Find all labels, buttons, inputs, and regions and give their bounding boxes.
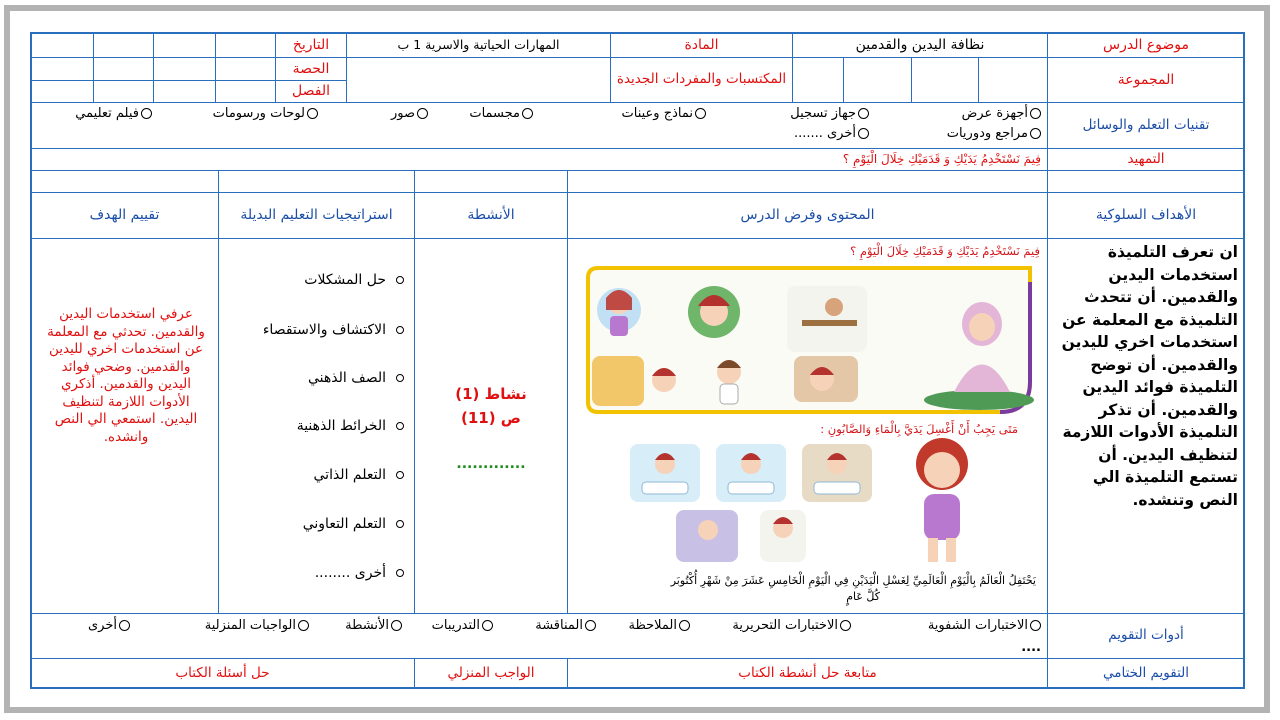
tools-option-label: أجهزة عرض: [961, 106, 1028, 121]
assessment-option[interactable]: [205, 618, 309, 633]
radio-circle-icon: [585, 620, 596, 631]
bullet-circle-icon: [396, 326, 404, 334]
assessment-option-label: الملاحظة: [628, 618, 677, 633]
tools-option-label: صور: [390, 106, 415, 121]
class-cell-2[interactable]: [153, 80, 216, 103]
tools-option-projector[interactable]: [962, 106, 1041, 121]
radio-circle-icon: [417, 108, 428, 119]
strategy-label: حل المشكلات: [304, 272, 386, 288]
assessment-option[interactable]: [535, 618, 596, 633]
bullet-circle-icon: [396, 520, 404, 528]
assessment-option[interactable]: [628, 618, 690, 633]
radio-circle-icon: [119, 620, 130, 631]
bullet-circle-icon: [396, 422, 404, 430]
bullet-circle-icon: [396, 374, 404, 382]
period-cell-3[interactable]: [93, 57, 154, 81]
tools-option-label: جهاز تسجيل: [790, 106, 856, 121]
radio-circle-icon: [1030, 620, 1041, 631]
spacer-cell-3: [414, 170, 568, 193]
tools-option-references[interactable]: [947, 126, 1041, 141]
tools-option-solids[interactable]: [469, 106, 533, 121]
homework-label: الواجب المنزلي: [414, 658, 568, 689]
content-footer-text-2: كُلَّ عَامٍ: [846, 590, 880, 603]
assessment-tools-label: أدوات التقويم: [1047, 613, 1245, 659]
radio-circle-icon: [482, 620, 493, 631]
date-cell-4[interactable]: [30, 32, 94, 58]
assessment-option[interactable]: [345, 618, 402, 633]
final-label: التقويم الختامي: [1047, 658, 1245, 689]
tools-option-label: فيلم تعليمي: [75, 106, 139, 121]
radio-circle-icon: [522, 108, 533, 119]
class-cell-4[interactable]: [30, 80, 94, 103]
evaluation-text: عرفي استخدمات اليدين والقدمين. تحدثي مع المعلمة عن استخدمات اخري لليدين والقدمين. وضحي فوائد اليدين والقدمين. أذكري الأدوات اللازمة لتنظيف اليدين. استمعي الي النص وانشده.: [47, 306, 205, 445]
radio-circle-icon: [1030, 108, 1041, 119]
wash-question: مَتَى يَجِبُ أَنْ أَغْسِلَ يَدَيَّ بِالْمَاءِ وَالصَّابُونِ :: [820, 422, 1018, 436]
group-cell-2[interactable]: [911, 57, 979, 103]
tools-option-label: مجسمات: [469, 106, 520, 121]
activity-dots: .............: [456, 456, 526, 472]
vocab-label: المكتسبات والمفردات الجديدة: [610, 57, 793, 103]
class-cell-3[interactable]: [93, 80, 154, 103]
radio-circle-icon: [307, 108, 318, 119]
class-cell-1[interactable]: [215, 80, 276, 103]
group-cell-4[interactable]: [792, 57, 844, 103]
lesson-topic-value: نظافة اليدين والقدمين: [792, 32, 1048, 58]
group-label: المجموعة: [1047, 57, 1245, 103]
bullet-circle-icon: [396, 569, 404, 577]
strategy-item[interactable]: [297, 418, 404, 434]
bullet-circle-icon: [396, 471, 404, 479]
period-cell-2[interactable]: [153, 57, 216, 81]
strategy-label: الصف الذهني: [307, 370, 386, 386]
objectives-header: الأهداف السلوكية: [1047, 192, 1245, 239]
strategy-item[interactable]: [314, 467, 405, 483]
content-header: المحتوى وفرض الدرس: [567, 192, 1048, 239]
date-cell-3[interactable]: [93, 32, 154, 58]
tools-option-pictures[interactable]: [391, 106, 428, 121]
assessment-option[interactable]: [928, 618, 1041, 633]
strategies-header: استراتيجيات التعليم البديلة: [218, 192, 415, 239]
group-cell-3[interactable]: [843, 57, 912, 103]
bullet-circle-icon: [396, 276, 404, 284]
assessment-option-label: أخرى: [88, 618, 117, 633]
subject-label: المادة: [610, 32, 793, 58]
spacer-cell-1: [1047, 170, 1245, 193]
date-cell-2[interactable]: [153, 32, 216, 58]
assessment-option-label: الاختبارات التحريرية: [732, 618, 838, 633]
follow-up-text: متابعة حل أنشطة الكتاب: [567, 658, 1048, 689]
spacer-cell-2: [567, 170, 1048, 193]
tools-options-cell: [30, 102, 1048, 149]
subject-value: المهارات الحياتية والاسرية 1 ب: [346, 32, 611, 58]
tools-option-boards[interactable]: [213, 106, 318, 121]
tools-option-label: أخرى .......: [793, 126, 856, 141]
intro-text: فِيمَ نَسْتَخْدِمُ يَدَيْكِ وَ قَدَمَيْكِ خِلَالَ الْيَوْمِ ؟: [30, 148, 1048, 171]
activities-illustration: [574, 262, 1036, 420]
date-cell-1[interactable]: [215, 32, 276, 58]
assessment-option-label: الاختبارات الشفوية: [927, 618, 1028, 633]
radio-circle-icon: [141, 108, 152, 119]
strategy-label: الخرائط الذهنية: [296, 418, 386, 434]
content-footer-text: يَحْتَفِلُ الْعَالَمُ بِالْيَوْمِ الْعَالَمِيِّ لِغَسْلِ الْيَدَيْنِ فِي الْيَوْمِ الْخَامِسِ عَشَرَ مِنْ شَهْرِ أُكْتُوبَر: [670, 574, 1036, 587]
assessment-dots: ....: [1021, 640, 1041, 655]
assessment-option[interactable]: [732, 618, 851, 633]
content-question: فِيمَ نَسْتَخْدِمُ يَدَيْكِ وَ قَدَمَيْكِ خِلَالَ الْيَوْمِ ؟: [850, 244, 1040, 258]
activity-text: نشاط (1) ص (11): [455, 385, 527, 427]
strategy-item[interactable]: [304, 272, 404, 288]
assessment-option[interactable]: [432, 618, 493, 633]
assessment-option-label: الواجبات المنزلية: [204, 618, 296, 633]
strategy-item[interactable]: [315, 565, 404, 581]
radio-circle-icon: [298, 620, 309, 631]
tools-option-label: مراجع ودوريات: [946, 126, 1028, 141]
period-label: الحصة: [275, 57, 347, 81]
class-label: الفصل: [275, 80, 347, 103]
strategy-label: التعلم الذاتي: [313, 467, 386, 483]
radio-circle-icon: [391, 620, 402, 631]
tools-option-film[interactable]: [75, 106, 152, 121]
strategy-label: أخرى ........: [314, 565, 386, 581]
objectives-text: ان تعرف التلميذة استخدمات اليدين والقدمين. أن تتحدث التلميذة مع المعلمة عن استخدمات اخري لليدين والقدمين. أن توضح التلميذة فوائد اليدين والقدمين. أن تذكر التلميذة الأدوات اللازمة لتنظيف اليدين. أن تستمع التلميذة الي النص وتنشده.: [1061, 243, 1238, 509]
radio-circle-icon: [840, 620, 851, 631]
homework-value: حل أسئلة الكتاب: [30, 658, 415, 689]
spacer-cell-5: [30, 170, 219, 193]
assessment-option-label: التدريبات: [431, 618, 480, 633]
strategy-item[interactable]: [303, 516, 404, 532]
tools-option-label: نماذج وعينات: [621, 106, 693, 121]
radio-circle-icon: [695, 108, 706, 119]
assessment-option-label: المناقشة: [535, 618, 583, 633]
activities-header: الأنشطة: [414, 192, 568, 239]
strategy-label: التعلم التعاوني: [302, 516, 386, 532]
tools-option-models[interactable]: [622, 106, 707, 121]
spacer-cell-4: [218, 170, 415, 193]
strategy-item[interactable]: [308, 370, 404, 386]
vocab-value[interactable]: [346, 57, 611, 103]
radio-circle-icon: [858, 128, 869, 139]
intro-label: التمهيد: [1047, 148, 1245, 171]
radio-circle-icon: [679, 620, 690, 631]
strategy-label: الاكتشاف والاستقصاء: [262, 322, 386, 338]
radio-circle-icon: [1030, 128, 1041, 139]
tools-label: تقنيات التعلم والوسائل: [1047, 102, 1245, 149]
tools-option-recorder[interactable]: [790, 106, 869, 121]
evaluation-header: تقييم الهدف: [30, 192, 219, 239]
group-cell-1[interactable]: [978, 57, 1048, 103]
lesson-topic-label: موضوع الدرس: [1047, 32, 1245, 58]
radio-circle-icon: [858, 108, 869, 119]
period-cell-4[interactable]: [30, 57, 94, 81]
assessment-option-label: الأنشطة: [345, 618, 389, 633]
washing-illustration: [620, 438, 1020, 568]
date-label: التاريخ: [275, 32, 347, 58]
strategy-item[interactable]: [263, 322, 404, 338]
tools-option-other[interactable]: [794, 126, 869, 141]
assessment-option[interactable]: [88, 618, 130, 633]
tools-option-label: لوحات ورسومات: [212, 106, 305, 121]
period-cell-1[interactable]: [215, 57, 276, 81]
